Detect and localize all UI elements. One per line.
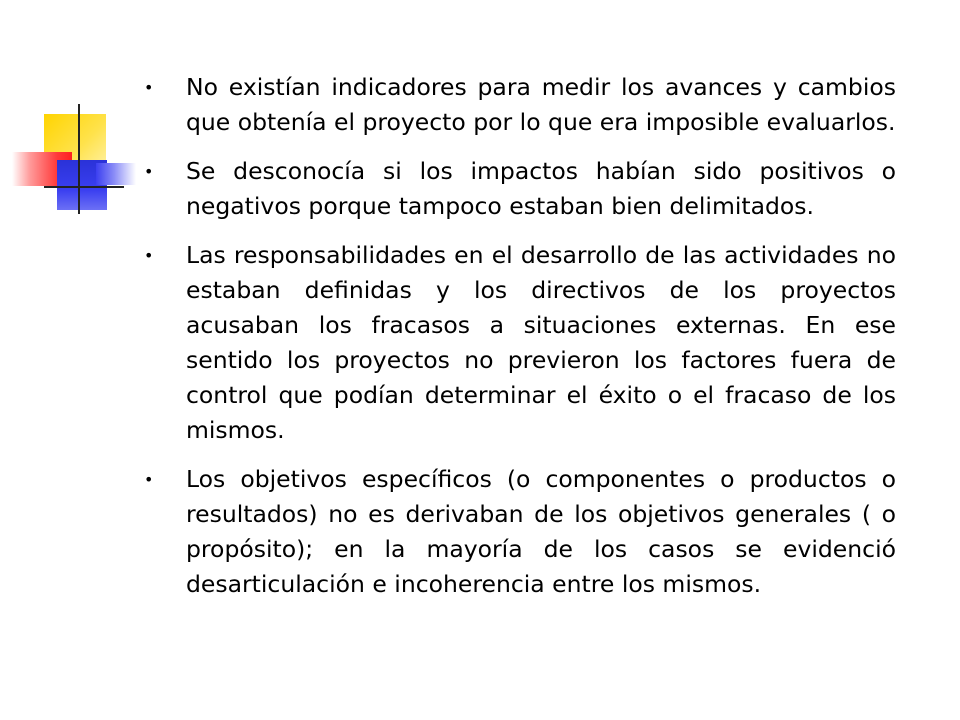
bullet-icon: • (144, 246, 154, 265)
bullet-item-3 (142, 238, 896, 448)
bullet-list (142, 70, 896, 616)
bullet-item-2 (142, 154, 896, 224)
bullet-icon: • (144, 78, 154, 97)
bullet-item-1 (142, 70, 896, 140)
bullet-text: Las responsabilidades en el desarrollo de las actividades no estaban definidas y los directivos de los proyectos acusaban los fracasos a situaciones externas. En ese sentido los proyectos no previeron los factores fuera de control que podían determinar el éxito o el fracaso de los mismos. (186, 241, 896, 444)
vertical-line-shape (78, 104, 80, 214)
bullet-icon: • (144, 470, 154, 489)
corner-decoration (0, 0, 140, 230)
bullet-icon: • (144, 162, 154, 181)
blue-gradient-bar-shape (96, 163, 136, 185)
bullet-text: No existían indicadores para medir los avances y cambios que obtenía el proyecto por lo que era imposible evaluarlos. (186, 73, 896, 136)
horizontal-line-shape (44, 186, 124, 188)
bullet-text: Los objetivos específicos (o componentes o productos o resultados) no es derivaban de los objetivos generales ( o propósito); en la mayoría de los casos se evidenció desarticulación e incoherencia entre los mismos. (186, 465, 896, 598)
bullet-text: Se desconocía si los impactos habían sido positivos o negativos porque tampoco estaban bien delimitados. (186, 157, 896, 220)
bullet-item-4 (142, 462, 896, 602)
